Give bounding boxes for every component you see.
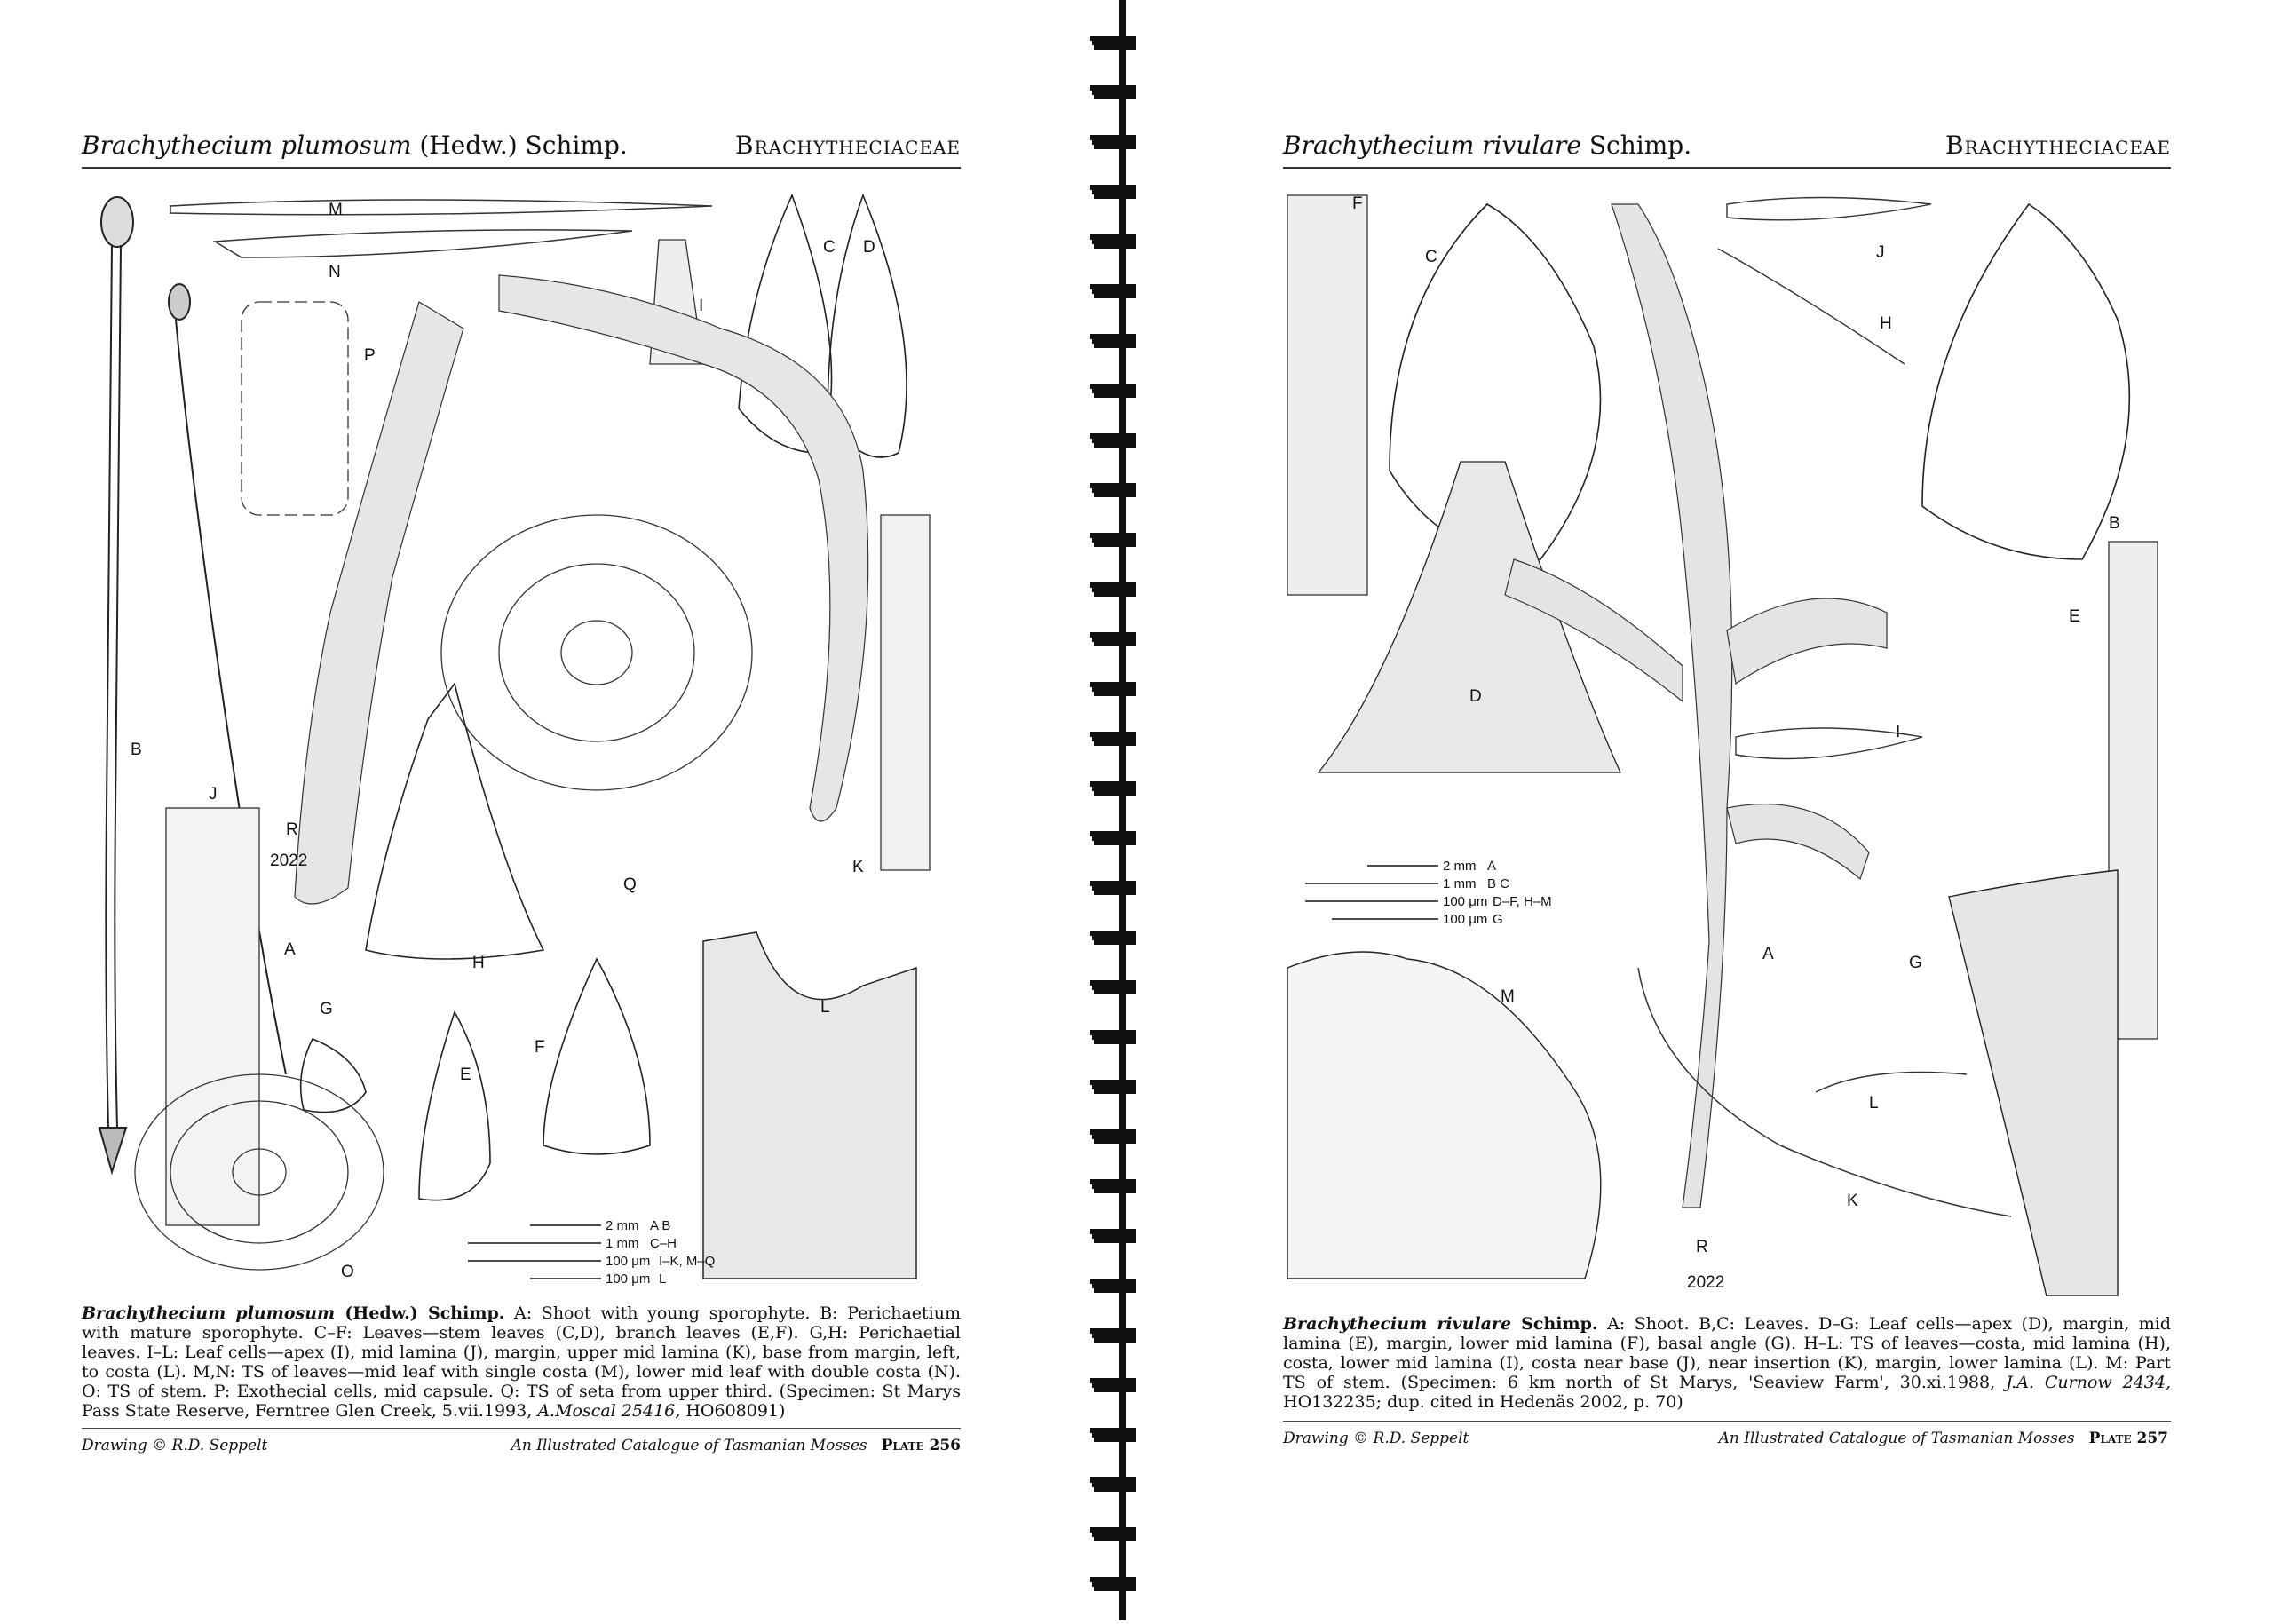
label-e: E xyxy=(2069,607,2080,626)
right-year: 2022 xyxy=(1687,1273,1725,1292)
left-header-rule xyxy=(82,167,961,169)
label-o: O xyxy=(341,1263,354,1281)
svg-text:G: G xyxy=(1493,912,1503,927)
figure-a-shoot xyxy=(295,275,868,904)
label-c: C xyxy=(823,238,836,257)
svg-text:100 μm: 100 μm xyxy=(1443,894,1488,909)
label-p: P xyxy=(364,346,376,365)
svg-text:100 μm: 100 μm xyxy=(606,1271,651,1287)
svg-text:1 mm: 1 mm xyxy=(1443,876,1477,891)
left-plate-svg xyxy=(82,186,961,1287)
right-scale-bars xyxy=(1305,859,1552,927)
svg-text:2 mm: 2 mm xyxy=(1443,859,1477,874)
left-plate-number: Plate 256 xyxy=(881,1437,961,1454)
right-plate-svg xyxy=(1283,186,2171,1296)
label-n: N xyxy=(329,263,341,281)
svg-text:1 mm: 1 mm xyxy=(606,1236,639,1251)
svg-text:100 μm: 100 μm xyxy=(1443,912,1488,927)
figure-b-leaf xyxy=(1922,204,2129,559)
label-b: B xyxy=(131,741,142,759)
svg-text:100 μm: 100 μm xyxy=(606,1254,651,1269)
left-family-name: Brachytheciaceae xyxy=(735,131,961,160)
label-i: I xyxy=(699,297,704,315)
label-k: K xyxy=(852,858,864,876)
label-g: G xyxy=(1909,954,1922,972)
right-artist-mark: R xyxy=(1696,1238,1708,1256)
label-f: F xyxy=(1352,194,1363,213)
left-scale-bars xyxy=(468,1218,715,1287)
right-page xyxy=(1136,0,2273,1620)
figure-l-basal-cells xyxy=(703,932,916,1279)
svg-text:A: A xyxy=(1487,859,1497,874)
right-plate-number: Plate 257 xyxy=(2088,1430,2168,1447)
right-species-title: Brachythecium rivulare Schimp. xyxy=(1283,131,1692,160)
label-c: C xyxy=(1425,248,1437,266)
left-running-head xyxy=(82,126,961,169)
label-g: G xyxy=(320,1000,333,1018)
figure-h-perichaetial-leaf xyxy=(366,684,543,959)
svg-text:D–F, H–M: D–F, H–M xyxy=(1493,894,1552,909)
svg-text:2 mm: 2 mm xyxy=(606,1218,639,1233)
figure-p-exothecial-cells xyxy=(242,302,348,515)
right-footer-catalogue: An Illustrated Catalogue of Tasmanian Mosses Plate 257 xyxy=(1718,1430,2168,1447)
right-plate-illustration xyxy=(1283,186,2171,1296)
left-footer-rule xyxy=(82,1428,961,1429)
right-running-head xyxy=(1283,126,2171,169)
label-l: L xyxy=(1869,1094,1879,1113)
label-d: D xyxy=(1469,687,1482,706)
figure-g-basal-angle xyxy=(1949,870,2118,1296)
label-k: K xyxy=(1847,1192,1858,1210)
right-family-name: Brachytheciaceae xyxy=(1945,131,2171,160)
label-j: J xyxy=(209,785,218,804)
right-footer-rule xyxy=(1283,1421,2171,1422)
label-e: E xyxy=(460,1066,471,1084)
left-year: 2022 xyxy=(270,852,308,870)
svg-text:L: L xyxy=(659,1271,667,1287)
label-q: Q xyxy=(623,875,637,894)
label-a: A xyxy=(1762,945,1774,963)
label-m: M xyxy=(1501,987,1515,1006)
left-caption: Brachythecium plumosum (Hedw.) Schimp. A: Shoot with young sporophyte. B: Perichaetium with mature sporophyte. C–F: Leaves—stem leaves (C,D), branch leaves (E,F). G,H: Perichaetial leaves. I–L: Leaf cells—apex (I), mid lamina (J), margin, upper mid lamina (K), base from margin, left, to costa (L). M,N: TS of leaves—mid leaf with single costa (M), lower mid leaf with double costa (N). O: TS of stem. P: Exothecial cells, mid capsule. Q: TS of seta from upper third. (Specimen: St Marys Pass State Reserve, Ferntree Glen Creek, 5.vii.1993, A.Moscal 25416, HO608091) xyxy=(82,1303,961,1421)
left-species-title: Brachythecium plumosum (Hedw.) Schimp. xyxy=(82,131,628,160)
figure-f-cells xyxy=(1287,195,1367,595)
label-h: H xyxy=(1880,314,1892,333)
figure-q-seta-section xyxy=(441,515,752,790)
label-h: H xyxy=(472,954,485,972)
left-footer-credit: Drawing © R.D. Seppelt xyxy=(82,1437,268,1454)
label-j: J xyxy=(1876,243,1885,262)
label-f: F xyxy=(535,1038,545,1057)
right-caption: Brachythecium rivulare Schimp. A: Shoot. B,C: Leaves. D–G: Leaf cells—apex (D), margin, mid lamina (E), margin, lower mid lamina (F), basal angle (G). H–L: TS of leaves—costa, mid lamina (H), costa, lower mid lamina (I), costa near base (J), near insertion (K), margin, lower lamina (L). M: Part TS of stem. (Specimen: 6 km north of St Marys, 'Seaview Farm', 30.xi.1988, J.A. Curnow 2434, HO132235; dup. cited in Hedenäs 2002, p. 70) xyxy=(1283,1314,2171,1412)
figure-m-stem-section xyxy=(1287,952,1601,1279)
figure-m-n-leaf-sections xyxy=(170,200,712,257)
figure-g-e-f-leaves xyxy=(301,959,650,1200)
figure-j-mid-lamina xyxy=(166,808,259,1225)
label-i: I xyxy=(1896,723,1901,741)
svg-text:I–K, M–Q: I–K, M–Q xyxy=(659,1254,716,1269)
figure-k-margin-cells xyxy=(881,515,930,870)
left-page xyxy=(0,0,1101,1620)
label-l: L xyxy=(820,998,830,1017)
right-header-rule xyxy=(1283,167,2171,169)
left-artist-mark: R xyxy=(286,820,298,839)
label-a: A xyxy=(284,940,296,959)
left-footer-catalogue: An Illustrated Catalogue of Tasmanian Mosses Plate 256 xyxy=(511,1437,961,1454)
label-b: B xyxy=(2109,514,2120,533)
svg-text:B C: B C xyxy=(1487,876,1510,891)
right-footer-credit: Drawing © R.D. Seppelt xyxy=(1283,1430,1469,1447)
left-plate-illustration xyxy=(82,186,961,1287)
svg-text:A B: A B xyxy=(650,1218,671,1233)
svg-text:C–H: C–H xyxy=(650,1236,677,1251)
label-m: M xyxy=(329,201,343,219)
label-d: D xyxy=(863,238,875,257)
